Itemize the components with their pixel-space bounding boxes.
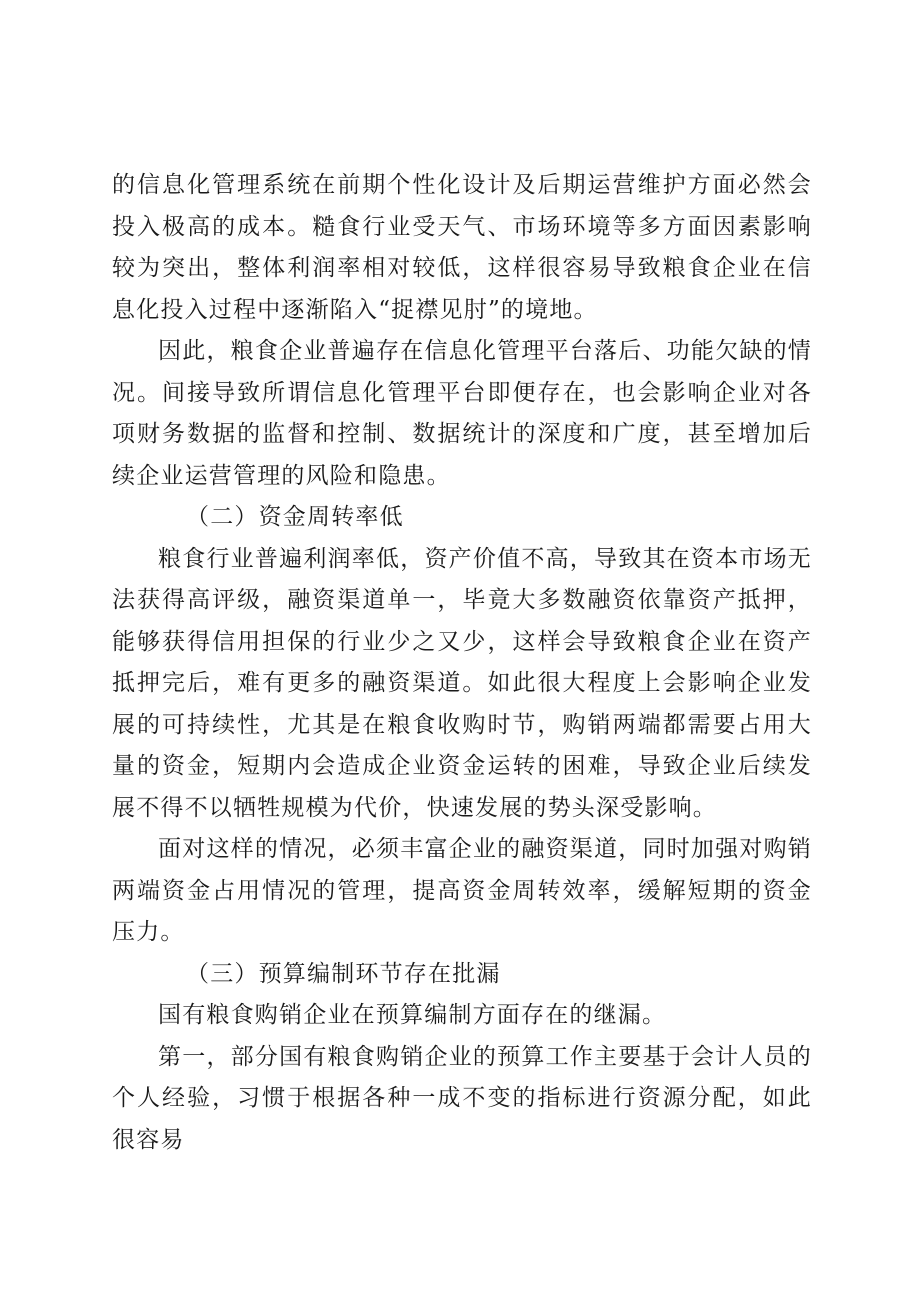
paragraph-budget-first-point: 第一，部分国有粮食购销企业的预算工作主要基于会计人员的个人经验，习惯于根据各种一成不变的指标进行资源分配，如此很容易 bbox=[112, 1043, 812, 1153]
paragraph-info-system-cost: 的信息化管理系统在前期个性化设计及后期运营维护方面必然会投入极高的成本。糙食行业受天气、市场环境等多方面因素影响较为突出，整体利润率相对较低，这样很容易导致粮食企业在信息化投入过程中逐渐陷入“捉襟见肘”的境地。 bbox=[112, 172, 812, 323]
section-heading-budget-loopholes: （三）预算编制环节存在批漏 bbox=[186, 960, 501, 987]
paragraph-budget-intro: 国有粮食购销企业在预算编制方面存在的继漏。 bbox=[158, 1002, 667, 1028]
paragraph-platform-lagging: 因此，粮食企业普遍存在信息化管理平台落后、功能欠缺的情况。间接导致所谓信息化管理平台即便存在，也会影响企业对各项财务数据的监督和控制、数据统计的深度和广度，甚至增加后续企业运营管理的风险和隐患。 bbox=[112, 338, 812, 489]
document-body bbox=[112, 165, 812, 1161]
paragraph-low-profit-financing: 粮食行业普遍利润率低，资产价值不高，导致其在资本市场无法获得高评级，融资渠道单一，毕竟大多数融资依靠资产抵押，能够获得信用担保的行业少之又少，这样会导致粮食企业在资产抵押完后，难有更多的融资渠道。如此很大程度上会影响企业发展的可持续性，尤其是在粮食收购时节，购销两端都需要占用大量的资金，短期内会造成企业资金运转的困难，导致企业后续发展不得不以牺牲规模为代价，快速发展的势头深受影响。 bbox=[112, 545, 812, 821]
section-heading-capital-turnover: （二）资金周转率低 bbox=[186, 504, 404, 530]
paragraph-financing-measures: 面对这样的情况，必须丰富企业的融资渠道，同时加强对购销两端资金占用情况的管理，提高资金周转效率，缓解短期的资金压力。 bbox=[112, 836, 812, 945]
